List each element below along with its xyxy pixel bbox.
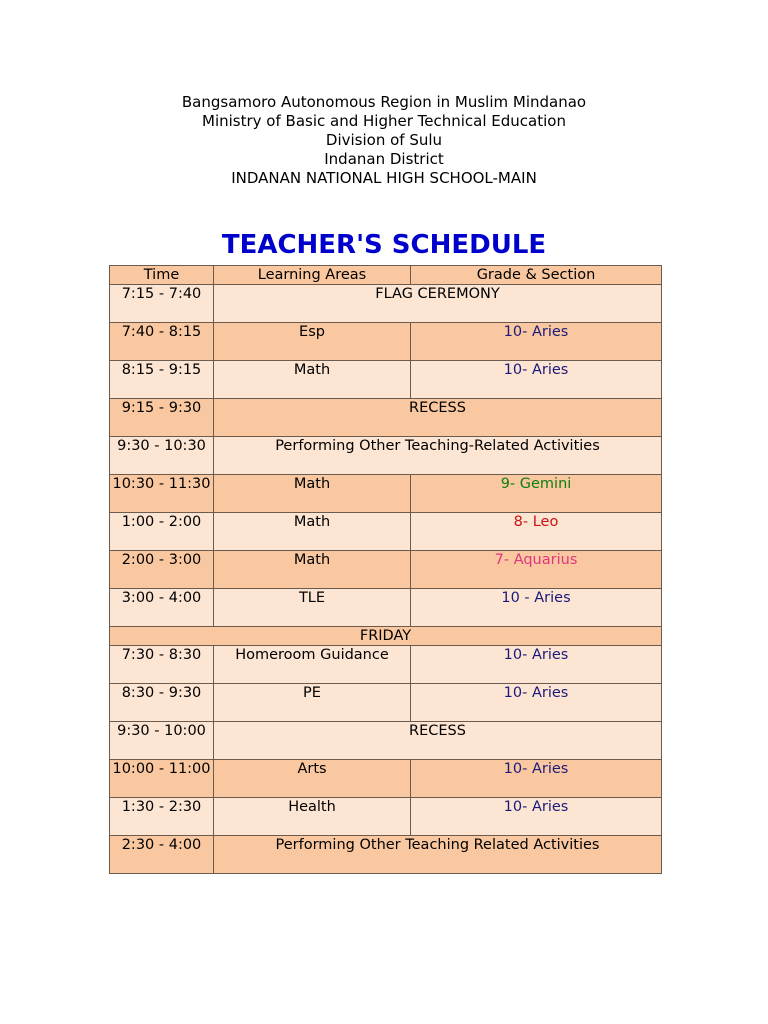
column-header-grade-section: Grade & Section [411,266,662,285]
time-cell: 8:15 - 9:15 [110,361,214,399]
grade-section-cell: 8- Leo [411,513,662,551]
document-header [0,93,768,188]
activity-cell: RECESS [214,722,662,760]
table-row [110,513,662,551]
table-row [110,722,662,760]
grade-section-cell: 10- Aries [411,684,662,722]
time-cell: 1:30 - 2:30 [110,798,214,836]
activity-cell: Performing Other Teaching Related Activities [214,836,662,874]
table-row [110,798,662,836]
table-row [110,551,662,589]
activity-cell: FLAG CEREMONY [214,285,662,323]
division-line: Division of Sulu [325,131,443,149]
grade-section-cell: 10- Aries [411,323,662,361]
learning-area-cell: Math [214,513,411,551]
time-cell: 7:15 - 7:40 [110,285,214,323]
time-cell: 1:00 - 2:00 [110,513,214,551]
table-row [110,399,662,437]
learning-area-cell: Math [214,551,411,589]
table-row [110,760,662,798]
time-cell: 2:00 - 3:00 [110,551,214,589]
section-row-friday [110,627,662,646]
learning-area-cell: Arts [214,760,411,798]
time-cell: 8:30 - 9:30 [110,684,214,722]
grade-section-cell: 10- Aries [411,760,662,798]
page-title: TEACHER'S SCHEDULE [221,230,547,260]
learning-area-cell: TLE [214,589,411,627]
activity-cell: RECESS [214,399,662,437]
time-cell: 10:30 - 11:30 [110,475,214,513]
time-cell: 10:00 - 11:00 [110,760,214,798]
learning-area-cell: Esp [214,323,411,361]
region-line: Bangsamoro Autonomous Region in Muslim Mindanao [181,93,587,111]
learning-area-cell: Homeroom Guidance [214,646,411,684]
time-cell: 9:30 - 10:00 [110,722,214,760]
table-row [110,437,662,475]
grade-section-cell: 7- Aquarius [411,551,662,589]
day-label: FRIDAY [110,627,662,646]
table-row [110,836,662,874]
table-row [110,323,662,361]
activity-cell: Performing Other Teaching-Related Activities [214,437,662,475]
schedule-table [109,265,662,874]
column-header-time: Time [110,266,214,285]
learning-area-cell: Health [214,798,411,836]
learning-area-cell: PE [214,684,411,722]
district-line: Indanan District [324,150,444,168]
grade-section-cell: 9- Gemini [411,475,662,513]
column-header-learning-areas: Learning Areas [214,266,411,285]
grade-section-cell: 10- Aries [411,361,662,399]
learning-area-cell: Math [214,361,411,399]
ministry-line: Ministry of Basic and Higher Technical Education [202,112,566,130]
grade-section-cell: 10 - Aries [411,589,662,627]
time-cell: 3:00 - 4:00 [110,589,214,627]
table-row [110,589,662,627]
time-cell: 9:15 - 9:30 [110,399,214,437]
table-header-row [110,266,662,285]
school-line: INDANAN NATIONAL HIGH SCHOOL-MAIN [231,169,537,187]
table-row [110,285,662,323]
grade-section-cell: 10- Aries [411,798,662,836]
learning-area-cell: Math [214,475,411,513]
table-row [110,475,662,513]
grade-section-cell: 10- Aries [411,646,662,684]
time-cell: 7:30 - 8:30 [110,646,214,684]
table-row [110,646,662,684]
time-cell: 2:30 - 4:00 [110,836,214,874]
table-row [110,684,662,722]
table-row [110,361,662,399]
time-cell: 7:40 - 8:15 [110,323,214,361]
time-cell: 9:30 - 10:30 [110,437,214,475]
